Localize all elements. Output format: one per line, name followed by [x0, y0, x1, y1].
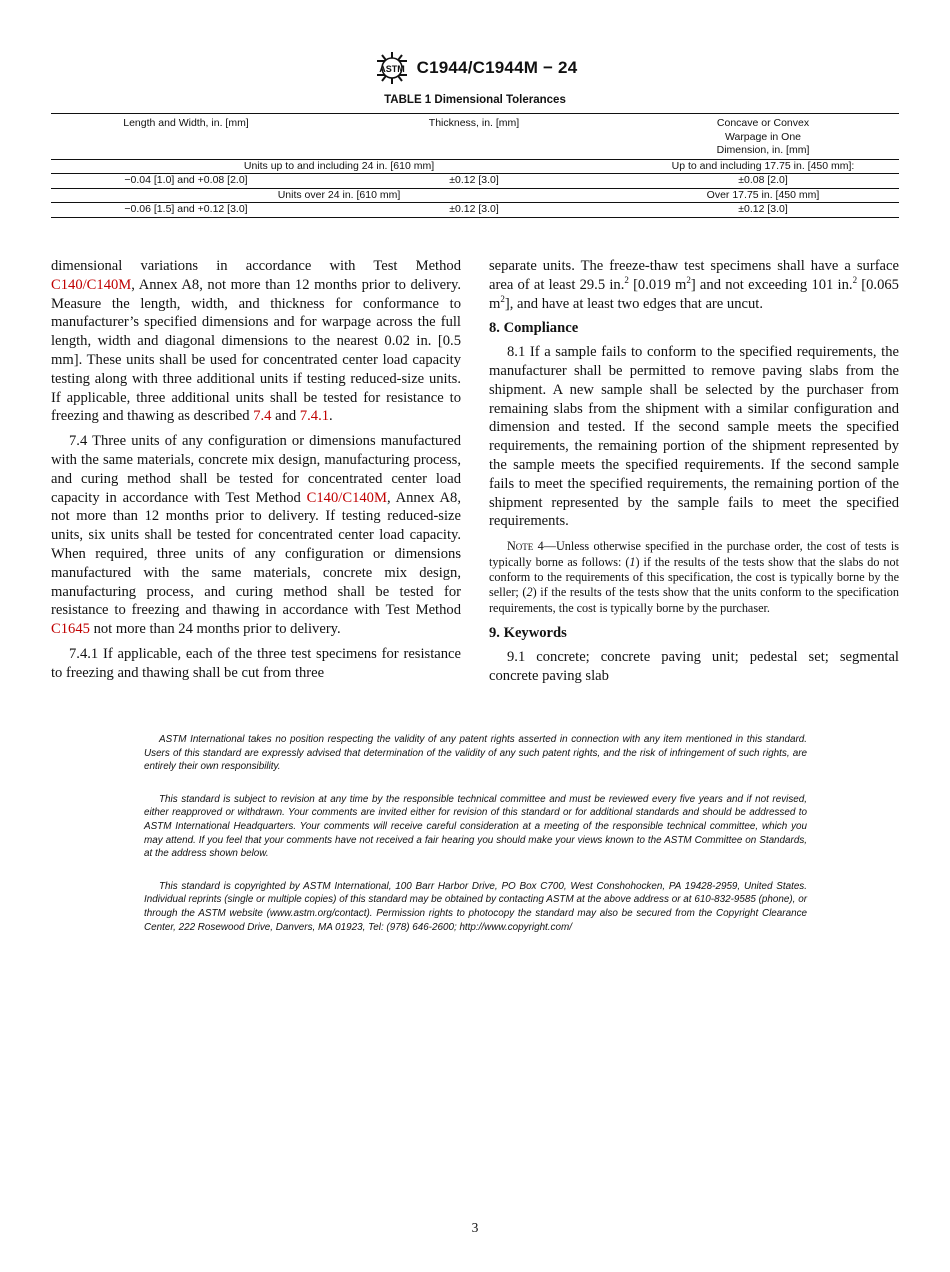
paragraph-9-1: 9.1 concrete; concrete paving unit; pedestal set; segmental concrete paving slab [489, 648, 899, 684]
right-column [489, 257, 899, 686]
table-title: TABLE 1 Dimensional Tolerances [384, 94, 566, 106]
cell-warpage: ±0.08 [2.0] [627, 174, 899, 189]
dimensional-tolerances-table [51, 113, 899, 218]
note-4: Note 4—Unless otherwise specified in the purchase order, the cost of tests is typically borne as follows: (1) if the results of the tests show that the slabs do not conform to the requirements of this specification, the cost is typically borne by the seller; (2) if the results of the tests show that the units conform to the specification requirements, the cost is typically borne by the purchaser. [489, 539, 899, 615]
paragraph-8-1: 8.1 If a sample fails to conform to the specified requirements, the manufacturer shall be permitted to remove paving slabs from the shipment. A new sample shall be selected by the purchaser from remaining slabs from the shipment with a similar configuration and dimension and tested. If the second sample meets the specified requirements, the remaining portion of the shipment represented by the sample meets the specified requirements. If the second sample fails to meet the specified requirements, the remaining portion of the shipment represented by the sample fails to meet the specified requirements. [489, 344, 899, 530]
section-heading-compliance: 8. Compliance [489, 320, 579, 337]
legal-notices [144, 733, 807, 953]
paragraph: separate units. The freeze-thaw test specimens shall have a surface area of at least 29.5 in.$^2$ [0.019 $m^2$] and not exceeding 101 in.$^2$ [0.065 $m^2$], and have at least two edges that are uncut. [489, 258, 899, 312]
paragraph-7-4-1: 7.4.1 If applicable, each of the three test specimens for resistance to freezing and thawing shall be cut from three [51, 645, 461, 681]
link-c140[interactable]: C140/C140M [306, 489, 387, 506]
svg-text:ASTM: ASTM [378, 64, 405, 74]
link-7-4[interactable]: 7.4 [253, 408, 272, 425]
astm-logo-icon [373, 51, 411, 85]
table-header-row [51, 114, 899, 160]
page-header [0, 50, 950, 86]
header-length-width: Length and Width, in. [mm] [51, 114, 321, 160]
copyright-notice: This standard is copyrighted by ASTM International, 100 Barr Harbor Drive, PO Box C700, West Conshohocken, PA 19428-2959, United States. Individual reprints (single or multiple copies) of this standard may be obtained by contacting ASTM at the above address or at 610-832-9585 (phone), or through the ASTM website (www.astm.org/contact). Permission rights to photocopy the standard may also be secured from the Copyright Clearance Center, 222 Rosewood Drive, Danvers, MA 01923, Tel: (978) 646-2600; http://www.copyright.com/ [144, 880, 807, 933]
cell-length-width: −0.04 [1.0] and +0.08 [2.0] [51, 174, 321, 189]
header-warpage: Concave or Convex Warpage in One Dimension, in. [mm] [627, 114, 899, 160]
cell-warpage: ±0.12 [3.0] [627, 203, 899, 218]
link-7-4-1[interactable]: 7.4.1 [299, 408, 330, 425]
group-label: Units over 24 in. [610 mm] [51, 188, 627, 203]
section-heading-keywords: 9. Keywords [489, 625, 567, 642]
table-group-row [51, 159, 899, 174]
page-number: 3 [471, 1220, 479, 1235]
table-row [51, 174, 899, 189]
cell-length-width: −0.06 [1.5] and +0.12 [3.0] [51, 203, 321, 218]
table-group-row [51, 188, 899, 203]
group-warp-label: Up to and including 17.75 in. [450 mm]: [627, 159, 899, 174]
patent-notice: ASTM International takes no position respecting the validity of any patent rights asserted in connection with any item mentioned in this standard. Users of this standard are expressly advised that determination of the validity of any such patent rights, and the risk of infringement of such rights, are entirely their own responsibility. [144, 734, 807, 773]
revision-notice: This standard is subject to revision at any time by the responsible technical committee and must be reviewed every five years and if not revised, either reapproved or withdrawn. Your comments are invited either for revision of this standard or for additional standards and should be addressed to ASTM International Headquarters. Your comments will receive careful consideration at a meeting of the responsible technical committee, which you may attend. If you feel that your comments have not received a fair hearing you should make your views known to the ASTM Committee on Standards, at the address shown below. [144, 793, 807, 860]
group-label: Units up to and including 24 in. [610 mm] [51, 159, 627, 174]
document-designation: C1944/C1944M − 24 [416, 58, 578, 77]
header-thickness: Thickness, in. [mm] [321, 114, 627, 160]
table-row [51, 203, 899, 218]
link-c1645[interactable]: C1645 [51, 621, 90, 638]
link-c140[interactable]: C140/C140M [51, 276, 132, 293]
group-warp-label: Over 17.75 in. [450 mm] [627, 188, 899, 203]
cell-thickness: ±0.12 [3.0] [321, 203, 627, 218]
paragraph: dimensional variations in accordance with Test Method C140/C140M, Annex A8, not more than 12 months prior to delivery. Measure the length, width, and thickness for conformance to manufacturer’s specified dimensions and for warpage across the full length, width and diagonal dimensions to the nearest 0.02 in. [0.5 mm]. These units shall be used for concentrated center load capacity testing along with three additional units if testing reduced-size units. If applicable, three additional units shall be tested for resistance to freezing and thawing as described 7.4 and 7.4.1. [51, 258, 461, 425]
cell-thickness: ±0.12 [3.0] [321, 174, 627, 189]
left-column [51, 257, 461, 683]
paragraph-7-4: 7.4 Three units of any configuration or dimensions manufactured with the same materials, concrete mix design, manufacturing process, and curing method shall be tested for concentrated center load capacity in accordance with Test Method C140/C140M, Annex A8, not more than 12 months prior to delivery. If testing reduced-size units, six units shall be tested for concentrated center load capacity. When required, three units of any configuration or dimensions manufactured with the same materials, concrete mix design, manufacturing process, and curing method shall be tested for resistance to freezing and thawing in accordance with Test Method C1645 not more than 24 months prior to delivery. [51, 433, 461, 638]
